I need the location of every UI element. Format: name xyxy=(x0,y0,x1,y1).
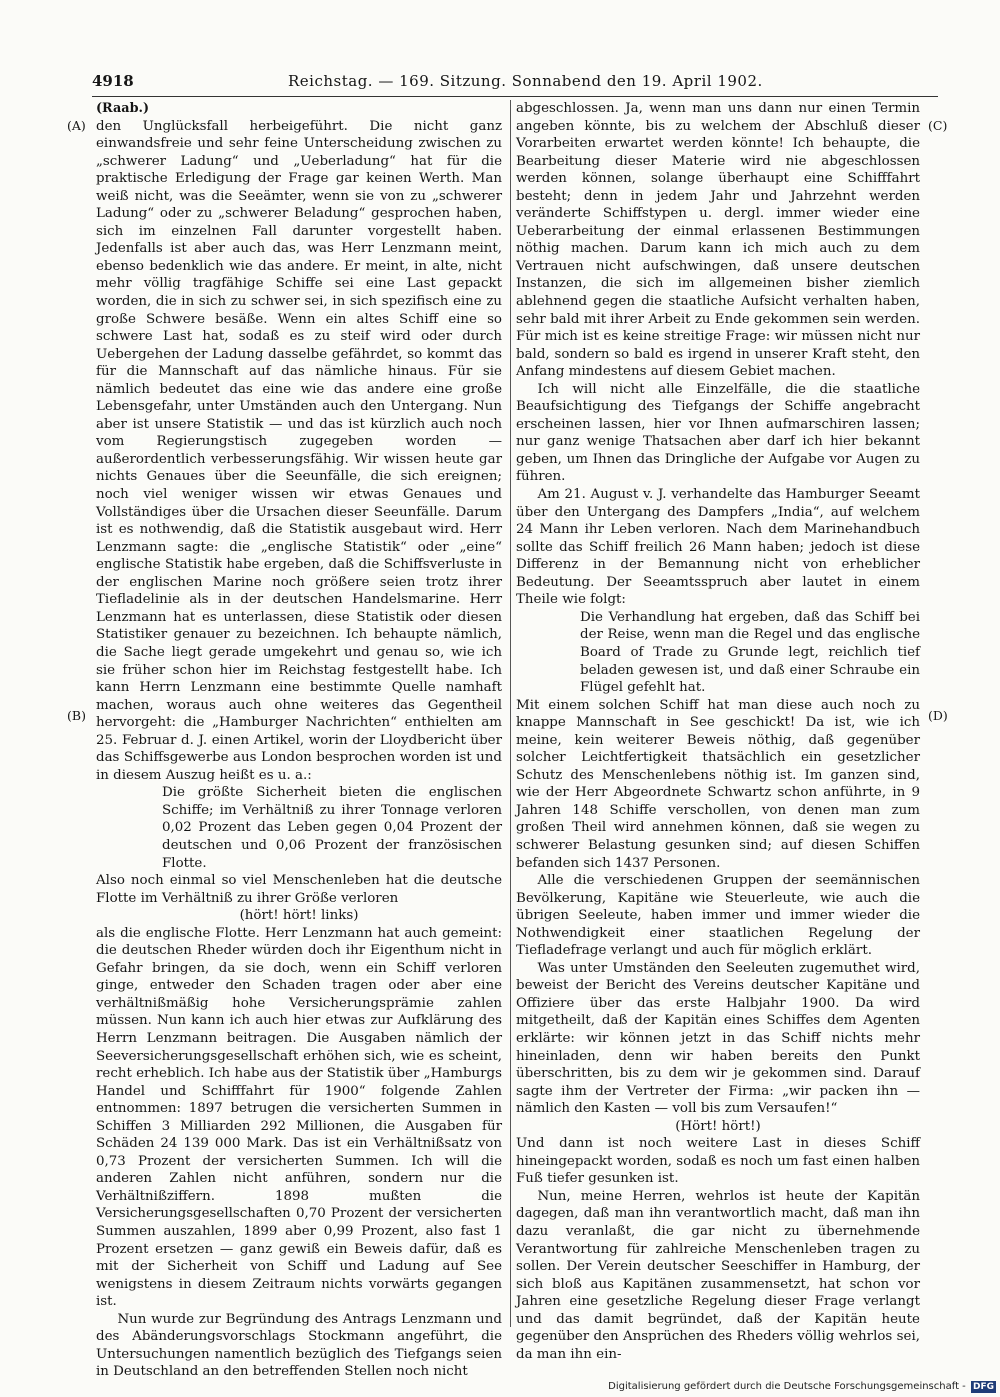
digitization-footer xyxy=(608,1381,996,1393)
column-divider xyxy=(510,100,511,1327)
left-column xyxy=(96,100,502,1380)
margin-marker-c: (C) xyxy=(928,118,948,133)
right-paragraph-5: Alle die verschiedenen Gruppen der seemännischen Bevölkerung, Kapitäne wie Steuerleute, wie auch die übrigen Seeleute, haben immer und immer wieder die Nothwendigkeit einer staatlichen Regelung der Tiefladefrage verlangt und auch für möglich erklärt. xyxy=(516,873,920,959)
speaker-name: (Raab.) xyxy=(96,101,150,116)
right-paragraph-3: Am 21. August v. J. verhandelte das Hamburger Seeamt über den Untergang des Dampfers „India“, auf welchem 24 Mann ihr Leben verloren. Nach dem Marinehandbuch sollte das Schiff freilich 26 Mann haben; jedoch ist diese Differenz in der Bemannung nicht von erheblicher Bedeutung. Der Seeamtsspruch aber lautet in einem Theile wie folgt: xyxy=(516,487,920,608)
right-paragraph-2: Ich will nicht alle Einzelfälle, die die staatliche Beaufsichtigung des Tiefgangs der Schiffe angebracht erscheinen lassen, hier vor Ihnen aufmarschiren lassen; nur ganz wenige Thatsachen aber darf ich hier bekannt geben, um Ihnen das Dringliche der Aufgabe vor Augen zu führen. xyxy=(516,381,920,485)
left-paragraph-2: Also noch einmal so viel Menschenleben hat die deutsche Flotte im Verhältniß zu ihrer Größe verloren xyxy=(96,873,502,906)
margin-marker-a: (A) xyxy=(67,118,86,133)
left-paragraph-4: Nun wurde zur Begründung des Antrags Lenzmann und des Abänderungsvorschlags Stockmann angeführt, die Untersuchungen namentlich bezüglich des Tiefgangs seien in Deutschland an den betreffenden Stellen noch nicht xyxy=(96,1311,502,1380)
right-column xyxy=(516,100,920,1362)
margin-marker-d: (D) xyxy=(928,708,948,723)
right-paragraph-6: Was unter Umständen den Seeleuten zugemuthet wird, beweist der Bericht des Vereins deutscher Kapitäne und Offiziere über das erste Halbjahr 1900. Da wird mitgetheilt, daß der Kapitän eines Schiffes dem Agenten erklärte: wir können jetzt in das Schiff nichts mehr hineinladen, denn wir haben bereits den Punkt überschritten, bis zu dem wir je gekommen sind. Darauf sagte ihm der Vertreter der Firma: „wir packen ihn — nämlich den Kasten — voll bis zum Versaufen!“ xyxy=(516,960,920,1117)
right-paragraph-4: Mit einem solchen Schiff hat man diese auch noch zu knappe Mannschaft in See geschickt! Da ist, wie ich meine, kein weiterer Beweis nöthig, daß gegenüber solcher Leichtfertigkeit thatsächlich ein gesetzlicher Schutz des Menschenlebens nöthig ist. Im ganzen sind, wie der Herr Abgeordnete Schwartz schon anführte, in 9 Jahren 148 Schiffe verschollen, von denen man zum großen Theil wird annehmen können, daß sie wegen zu schwerer Belastung gesunken sind; auf diesen Schiffen befanden sich 1437 Personen. xyxy=(516,697,920,871)
right-interjection: (Hört! hört!) xyxy=(675,1118,761,1134)
right-paragraph-7: Und dann ist noch weitere Last in dieses Schiff hineingepackt worden, sodaß es noch um fast einen halben Fuß tiefer gesunken ist. xyxy=(516,1136,920,1187)
left-interjection: (hört! hört! links) xyxy=(239,908,359,924)
page-title: Reichstag. — 169. Sitzung. Sonnabend den 19. April 1902. xyxy=(288,72,763,90)
page-number: 4918 xyxy=(92,72,134,90)
right-paragraph-1: abgeschlossen. Ja, wenn man uns dann nur einen Termin angeben könnte, bis zu welchem der Abschluß dieser Vorarbeiten erwartet werden könnte! Ich behaupte, die Bearbeitung dieser Materie wird nie abgeschlossen werden können, solange überhaupt eine Schifffahrt besteht; denn in jedem Jahr und Jahrzehnt werden veränderte Schiffstypen u. dergl. immer wieder eine Ueberarbeitung der einmal erlassenen Bestimmungen nöthig machen. Darum kann ich mich auch zu dem Vertrauen nicht aufschwingen, daß unsere deutschen Instanzen, die sich im allgemeinen bisher ziemlich ablehnend gegen die staatliche Aufsicht verhalten haben, sehr bald mit ihrer Arbeit zu Ende gekommen sein werden. Für mich ist es keine streitige Frage: wir müssen nicht nur bald, sondern so bald es irgend in unserer Kraft steht, den Anfang mindestens auf diesem Gebiet machen. xyxy=(516,101,920,380)
dfg-logo-icon: DFG xyxy=(972,1382,994,1392)
footer-text: Digitalisierung gefördert durch die Deutsche Forschungsgemeinschaft - xyxy=(608,1381,966,1392)
right-quote: Die Verhandlung hat ergeben, daß das Schiff bei der Reise, wenn man die Regel und das englische Board of Trade zu Grunde legt, reichlich tief beladen gewesen ist, und daß einer Schraube ein Flügel gefehlt hat. xyxy=(580,609,920,696)
left-paragraph-3: als die englische Flotte. Herr Lenzmann hat auch gemeint: die deutschen Rheder würden doch ihr Eigenthum nicht in Gefahr bringen, da sie doch, wenn ein Schiff verloren ginge, entweder den Schaden tragen oder aber eine verhältnißmäßig hohe Versicherungsprämie zahlen müssen. Nun kann ich auch hier etwas zur Aufklärung des Herrn Lenzmann beitragen. Die Ausgaben nämlich der Seeversicherungsgesellschaft erhöhen sich, wie es scheint, recht erheblich. Ich habe aus der Statistik über „Hamburgs Handel und Schifffahrt für 1900“ folgende Zahlen entnommen: 1897 betrugen die versicherten Summen in Schiffen 3 Milliarden 292 Millionen, die Ausgaben für Schäden 24 139 000 Mark. Das ist ein Verhältnißsatz von 0,73 Prozent der versicherten Summen. Ich will die anderen Zahlen nicht anführen, sondern nur die Verhältnißziffern. 1898 mußten die Versicherungsgesellschaften 0,70 Prozent der versicherten Summen auszahlen, 1899 aber 0,99 Prozent, also fast 1 Prozent ersetzen — ganz gewiß ein Beweis dafür, daß es mit der Sicherheit von Schiff und Ladung auf See wenigstens in diesem Zeitraum nichts vorwärts gegangen ist. xyxy=(96,925,502,1310)
right-paragraph-8: Nun, meine Herren, wehrlos ist heute der Kapitän dagegen, daß man ihn verantwortlich macht, daß man ihn dazu veranlaßt, die gar nicht zu übernehmende Verantwortung für zahlreiche Menschenleben tragen zu sollen. Der Verein deutscher Seeschiffer in Hamburg, der sich bloß aus Kapitänen zusammensetzt, hat schon vor Jahren eine gesetzliche Regelung dieser Frage verlangt und das damit begründet, daß der Kapitän heute gegenüber den Ansprüchen des Rheders völlig wehrlos sei, da man ihn ein- xyxy=(516,1188,920,1362)
left-paragraph-1: den Unglücksfall herbeigeführt. Die nicht ganz einwandsfreie und sehr feine Unterscheidung zwischen zu „schwerer Ladung“ und „Ueberladung“ hat für die praktische Erledigung der Frage gar keinen Werth. Man weiß nicht, was die Seeämter, wenn sie von zu „schwerer Ladung“ oder zu „schwerer Beladung“ gesprochen haben, sich im einzelnen Fall darunter vorgestellt haben. Jedenfalls ist aber auch das, was Herr Lenzmann meint, ebenso bedenklich wie das andere. Er meint, in alte, nicht mehr völlig tragfähige Schiffe sei eine Last gepackt worden, die in sich zu schwer sei, in sich spezifisch eine zu große Schwere besäße. Wenn ein altes Schiff eine so schwere Last hat, sodaß es zu steif wird oder durch Uebergehen der Ladung dasselbe gefährdet, so kommt das für die Mannschaft auf das nämliche hinaus. Für sie nämlich bedeutet das eine wie das andere eine große Lebensgefahr, unter Umständen auch den Untergang. Nun aber ist unsere Statistik — und das ist kürzlich auch noch vom Regierungstisch zugegeben worden — außerordentlich verbesserungsfähig. Wir wissen heute gar nichts Genaues über die Seeunfälle, die sich ereignen; noch viel weniger wissen wir etwas Genaues und Vollständiges über die Ursachen dieser Seeunfälle. Darum ist es nothwendig, daß die Statistik ausgebaut wird. Herr Lenzmann sagte: die „englische Statistik“ oder „eine“ englische Statistik habe ergeben, daß die Schiffsverluste in der englischen Marine noch größere seien trotz ihrer Tiefladelinie als in der deutschen Handelsmarine. Herr Lenzmann hat es unterlassen, diese Statistik oder diesen Statistiker genauer zu bezeichnen. Ich behaupte nämlich, die Sache liegt gerade umgekehrt und genau so, wie ich sie früher schon hier im Reichstag festgestellt habe. Ich kann Herrn Lenzmann eine bestimmte Quelle namhaft machen, woraus auch ohne weiteres das Gegentheil hervorgeht: die „Hamburger Nachrichten“ enthielten am 25. Februar d. J. einen Artikel, worin der Lloydbericht über das Schiffsgewerbe aus London besprochen worden ist und in diesem Auszug heißt es u. a.: xyxy=(96,118,502,783)
left-quote: Die größte Sicherheit bieten die englischen Schiffe; im Verhältniß zu ihrer Tonnage verloren 0,02 Prozent das Leben gegen 0,04 Prozent der deutschen und 0,06 Prozent der französischen Flotte. xyxy=(162,785,502,871)
page-header xyxy=(92,70,938,94)
header-rule xyxy=(92,96,938,97)
margin-marker-b: (B) xyxy=(67,708,86,723)
